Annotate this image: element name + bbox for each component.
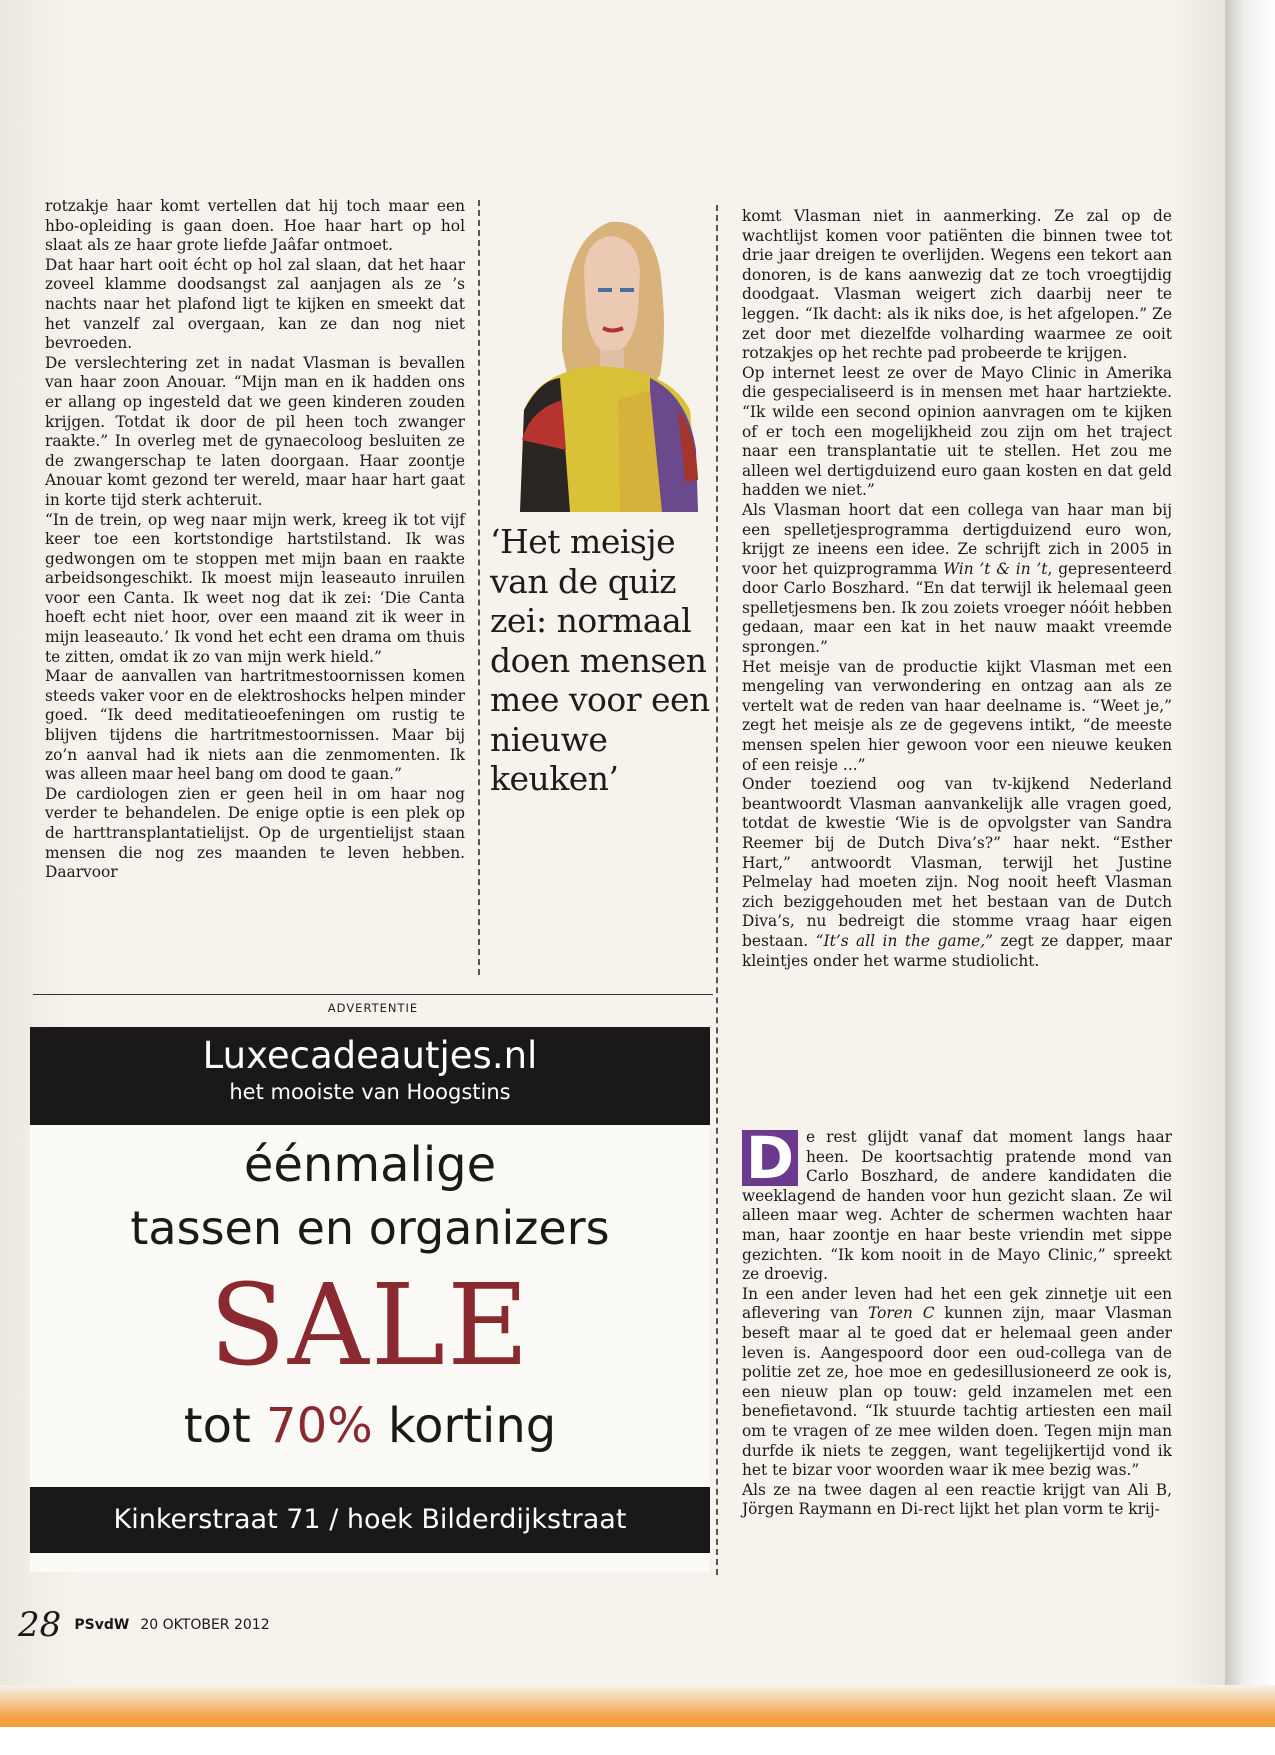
article-column-right-lower: [742, 1124, 1172, 1520]
show-title: Win ’t & in ’t: [943, 559, 1048, 578]
advertisement-site: Luxecadeautjes.nl: [202, 1034, 538, 1077]
advertisement-header: [30, 1027, 710, 1125]
advertisement-label: ADVERTENTIE: [327, 1001, 419, 1015]
advertisement-tagline: het mooiste van Hoogstins: [229, 1080, 511, 1104]
column-divider-left: [478, 200, 480, 975]
article-paragraph: [742, 775, 1172, 971]
italic-quote: “It’s all in the game,”: [815, 931, 993, 950]
show-title: Toren C: [868, 1304, 935, 1323]
advertisement-rule: [33, 994, 713, 995]
article-paragraph: Als ze na twee dagen al een reactie krijgt van Ali B, Jörgen Raymann en Di-rect lijkt het plan vorm te krij-: [742, 1480, 1172, 1519]
text-run: zegt ze dapper, maar kleintjes onder het warme studiolicht.: [742, 931, 1173, 970]
article-paragraph: [742, 501, 1172, 658]
discount-prefix: tot: [183, 1398, 267, 1454]
advertisement-address: Kinkerstraat 71 / hoek Bilderdijkstraat: [30, 1487, 710, 1553]
article-paragraph: “In de trein, op weg naar mijn werk, kreeg ik tot vijf keer toe een kortstondige hartstilstand. Ik was gedwongen om te stoppen met mijn baan en raakte arbeidsongeschikt. Ik moest mijn leaseauto inruilen voor een Canta. Ik weet nog dat ik zei: ‘Die Canta hoeft echt niet hoor, over een maand zit ik weer in mijn leaseauto.’ Ik vond het echt een drama om thuis te zitten, omdat ik zo van mijn werk hield.”: [45, 510, 465, 666]
text-run: Onder toeziend oog van tv-kijkend Nederland beantwoordt Vlasman aanvankelijk alle vragen goed, totdat de kwestie ‘Wie is de opvolgster van Sandra Reemer bij de Dutch Diva’s?” haar nekt. “Esther Hart,” antwoordt Vlasman, terwijl het Justine Pelmelay had moeten zijn. Nog nooit heeft Vlasman zich beziggehouden met het bestaan van de Dutch Diva’s, nu bedreigt die stomme vraag haar eigen bestaan.: [742, 775, 1172, 950]
page-number: 28: [18, 1605, 62, 1645]
article-paragraph: Dat haar hart ooit écht op hol zal slaan, dat het haar zoveel klamme doodsangst zal aanjagen als ze ’s nachts naar het plafond ligt te kijken en smeekt dat het vanzelf zal overgaan, kan ze dan nog niet bevroeden.: [45, 255, 465, 353]
column-divider-right: [716, 205, 718, 1575]
article-paragraph: [742, 1285, 1172, 1481]
discount-value: 70%: [266, 1398, 373, 1454]
article-paragraph: De verslechtering zet in nadat Vlasman is bevallen van haar zoon Anouar. “Mijn man en ik hadden ons er allang op ingesteld dat we geen kinderen zouden krijgen. Totdat ik door de pil heen toch zwanger raakte.” In overleg met de gynaecoloog besluiten ze de zwangerschap te laten doorgaan. Haar zoontje Anouar komt gezond ter wereld, maar haar hart gaat in korte tijd sterk achteruit.: [45, 353, 465, 509]
issue-date: 20 OKTOBER 2012: [140, 1617, 270, 1633]
advertisement-line-2: tassen en organizers: [130, 1201, 610, 1255]
text-run: In een ander leven had het een gek zinnetje uit een aflevering van: [742, 1284, 1172, 1323]
article-paragraph: De cardiologen zien er geen heil in om haar nog verder te behandelen. De enige optie is een plek op de harttransplantatielijst. Op de urgentielijst staan mensen die nog zes maanden te leven hebben. Daarvoor: [45, 784, 465, 882]
advertisement-line-1: éénmalige: [243, 1137, 497, 1193]
advertisement-sale: SALE: [209, 1261, 531, 1391]
page-edge: [1225, 0, 1275, 1755]
advertisement-discount: [30, 1397, 710, 1455]
magazine-name: PSvdW: [74, 1617, 130, 1633]
article-paragraph: rotzakje haar komt vertellen dat hij toch maar een hbo-opleiding is gaan doen. Hoe haar hart op hol slaat als ze haar grote liefde Jaâfar ontmoet.: [45, 197, 465, 255]
bottom-white-strip: [0, 1727, 1275, 1755]
portrait-photo: [500, 200, 704, 512]
article-column-right: [742, 207, 1172, 971]
text-run: Als Vlasman hoort dat een collega van haar man bij een spelletjesprogramma dertigduizend euro won, krijgt ze ineens een idee. Ze schrijft zich in 2005 in voor het quizprogramma: [742, 500, 1172, 578]
article-paragraph: komt Vlasman niet in aanmerking. Ze zal op de wachtlijst komen voor patiënten die binnen twee tot drie jaar dreigen te overlijden. Wegens een tekort aan donoren, is de kans aanwezig dat ze toch vroegtijdig doodgaat. Vlasman weigert zich daarbij neer te leggen. “Ik dacht: als ik niks doe, is het afgelopen.” Ze zet door met diezelfde volharding waarmee ze ooit rotzakjes op het rechte pad probeerde te krijgen.: [742, 207, 1172, 363]
text-run: kunnen zijn, maar Vlasman beseft maar al te goed dat er helemaal geen ander leven is. Aangespoord door een oud-collega van de politie zet ze, hoe moe en gedesillusioneerd ze ook is, een nieuw plan op touw: geld inzamelen met een benefietavond. “Ik stuurde tachtig artiesten een mail om te vragen of ze mee wilden doen. Tegen mijn man durfde ik niets te zeggen, want tegelijkertijd vond ik het te bizar voor woorden waar ik mee bezig was.”: [742, 1304, 1172, 1480]
advertisement: [30, 1027, 710, 1572]
drop-cap: D: [742, 1130, 798, 1186]
pull-quote: ‘Het meisje van de quiz zei: normaal doen mensen mee voor een nieuwe keuken’: [490, 522, 710, 798]
discount-suffix: korting: [372, 1398, 557, 1454]
text-run: e rest glijdt vanaf dat moment langs haar heen. De koortsachtig pratende mond van Carlo Boszhard, de andere kandidaten die weeklagend de handen voor hun gezicht slaan. Ze wil alleen maar weg. Achter de schermen wachten haar man, haar zoontje en haar beste vriendin met sippe gezichten. “Ik kom nooit in de Mayo Clinic,” spreekt ze droevig.: [742, 1128, 1172, 1284]
page-footer: [18, 1605, 270, 1645]
article-paragraph: Het meisje van de productie kijkt Vlasman met een mengeling van verwondering en ontzag aan als ze vertelt wat de reden van haar deelname is. “Weet je,” zegt het meisje als ze de gegevens intikt, “de meeste mensen spelen hier gewoon voor een nieuwe keuken of een reisje ...”: [742, 657, 1172, 774]
article-paragraph: [742, 1124, 1172, 1285]
text-run: , gepresenteerd door Carlo Boszhard. “En dat terwijl ik helemaal geen spelletjesmens ben. Ik zou zoiets vroeger nóóit hebben gedaan, maar een kat in het nauw maakt vreemde sprongen.”: [742, 559, 1172, 657]
article-paragraph: Op internet leest ze over de Mayo Clinic in Amerika die gespecialiseerd is in mensen met haar hartziekte. “Ik wilde een second opinion aanvragen om te kijken of er toch een mogelijkheid zou zijn om het traject naar een transplantatie uit te stellen. Het zou me alleen wel dertigduizend euro gaan kosten en dat geld hadden we niet.”: [742, 363, 1172, 500]
article-paragraph: Maar de aanvallen van hartritmestoornissen komen steeds vaker voor en de elektroshocks helpen minder goed. “Ik deed meditatieoefeningen om rustig te blijven tijdens die hartritmestoornissen. Maar bij zo’n aanval had ik niets aan die zenmomenten. Ik was alleen maar heel bang om dood te gaan.”: [45, 667, 465, 784]
article-column-left: [45, 197, 465, 883]
